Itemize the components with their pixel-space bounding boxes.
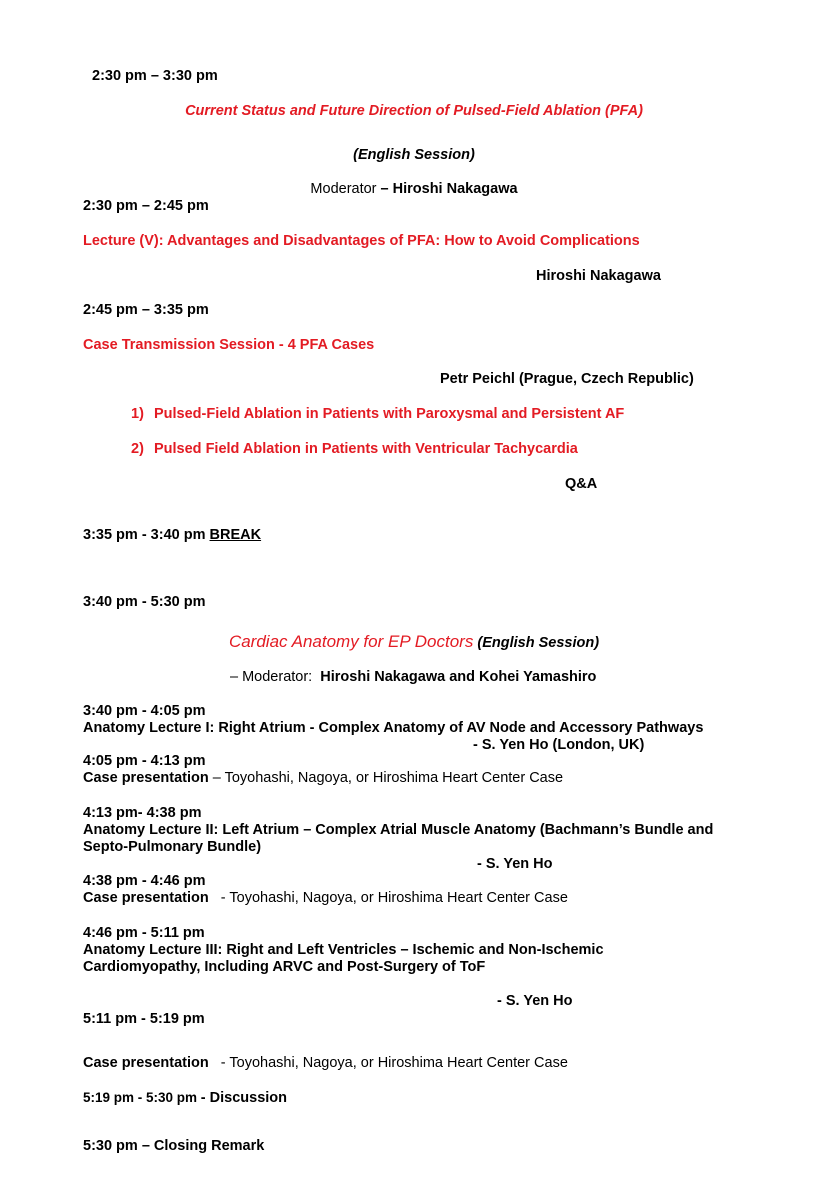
- break-line: [83, 527, 261, 544]
- session2-title: Cardiac Anatomy for EP Doctors: [228, 632, 474, 651]
- session2-moderator-names: Hiroshi Nakagawa and Kohei Yamashiro: [320, 669, 597, 685]
- s2-item1-time: 3:40 pm - 4:05 pm: [83, 703, 206, 719]
- s2-item3-title-line1: Anatomy Lecture II: Left Atrium – Complex Atrial Muscle Anatomy (Bachmann’s Bundle and: [83, 822, 714, 838]
- s2-item6-line: [83, 1055, 568, 1072]
- s2-item5-speaker: - S. Yen Ho: [497, 993, 573, 1009]
- s2-item3-title-line2: Septo-Pulmonary Bundle): [83, 839, 262, 855]
- moderator-label: Moderator: [310, 181, 377, 197]
- s2-item6-detail: - Toyohashi, Nagoya, or Hiroshima Heart Center Case: [208, 1055, 568, 1071]
- session2-moderator-prefix: – Moderator:: [230, 669, 313, 685]
- s2-item7-time: 5:19 pm - 5:30 pm: [83, 1090, 201, 1105]
- s2-item4-label: Case presentation: [83, 890, 209, 906]
- case-2-text: Pulsed Field Ablation in Patients with Ventricular Tachycardia: [154, 441, 578, 457]
- session1-item1-title: Lecture (V): Advantages and Disadvantages of PFA: How to Avoid Complications: [83, 233, 640, 249]
- s2-item1-speaker: - S. Yen Ho (London, UK): [473, 737, 645, 753]
- session1-item2-speaker: Petr Peichl (Prague, Czech Republic): [440, 371, 694, 387]
- closing-remark: 5:30 pm – Closing Remark: [83, 1138, 265, 1154]
- s2-item5-title-line2: Cardiomyopathy, Including ARVC and Post-Surgery of ToF: [83, 959, 486, 975]
- session1-title: Current Status and Future Direction of Pulsed-Field Ablation (PFA): [185, 103, 643, 119]
- case-1-text: Pulsed-Field Ablation in Patients with Paroxysmal and Persistent AF: [154, 406, 625, 422]
- session2-language: (English Session): [473, 635, 600, 651]
- s2-item2-detail: – Toyohashi, Nagoya, or Hiroshima Heart Center Case: [208, 770, 564, 786]
- case-2-number: 2): [131, 441, 144, 457]
- session2-moderator-line: [230, 669, 596, 686]
- s2-item6-label: Case presentation: [83, 1055, 209, 1071]
- s2-item6-time: 5:11 pm - 5:19 pm: [83, 1011, 205, 1027]
- break-time: 3:35 pm - 3:40 pm: [83, 527, 210, 543]
- session1-item1-speaker: Hiroshi Nakagawa: [536, 268, 661, 284]
- s2-item1-title: Anatomy Lecture I: Right Atrium - Complex Anatomy of AV Node and Accessory Pathways: [83, 720, 704, 736]
- session1-time: 2:30 pm – 3:30 pm: [92, 68, 218, 84]
- s2-item5-title-line1: Anatomy Lecture III: Right and Left Ventricles – Ischemic and Non-Ischemic: [83, 942, 604, 958]
- session1-language: (English Session): [353, 147, 475, 163]
- session1-item2-title: Case Transmission Session - 4 PFA Cases: [83, 337, 375, 353]
- moderator-name: Hiroshi Nakagawa: [392, 181, 518, 197]
- s2-item4-detail: - Toyohashi, Nagoya, or Hiroshima Heart Center Case: [208, 890, 568, 906]
- session1-item2-time: 2:45 pm – 3:35 pm: [83, 302, 209, 318]
- s2-item2-line: [83, 770, 563, 787]
- session2-title-line: [0, 632, 828, 652]
- s2-item2-time: 4:05 pm - 4:13 pm: [83, 753, 206, 769]
- case-1-number: 1): [131, 406, 144, 422]
- s2-item5-time: 4:46 pm - 5:11 pm: [83, 925, 205, 941]
- qa-label: Q&A: [565, 476, 598, 492]
- session2-time: 3:40 pm - 5:30 pm: [83, 594, 206, 610]
- s2-item4-line: [83, 890, 568, 907]
- session1-item1-time: 2:30 pm – 2:45 pm: [83, 198, 209, 214]
- moderator-dash: –: [376, 181, 393, 197]
- s2-item7-line: [83, 1089, 287, 1107]
- s2-item7-label: - Discussion: [200, 1090, 288, 1106]
- s2-item2-label: Case presentation: [83, 770, 209, 786]
- s2-item3-speaker: - S. Yen Ho: [477, 856, 553, 872]
- s2-item3-time: 4:13 pm- 4:38 pm: [83, 805, 202, 821]
- session1-moderator-line: [0, 181, 828, 198]
- break-label: BREAK: [209, 527, 262, 543]
- s2-item4-time: 4:38 pm - 4:46 pm: [83, 873, 206, 889]
